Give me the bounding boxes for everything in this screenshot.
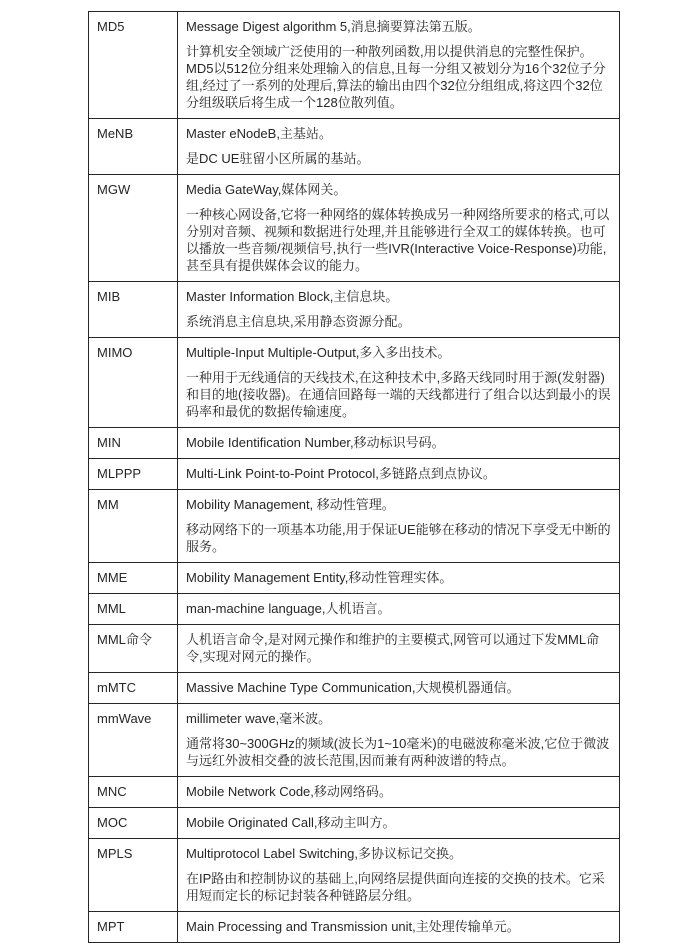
definition-cell (178, 459, 620, 490)
definition-text: Mobile Identification Number,移动标识号码。 (186, 435, 445, 450)
description-text: 系统消息主信息块,采用静态资源分配。 (186, 314, 411, 329)
description-text: 在IP路由和控制协议的基础上,向网络层提供面向连接的交换的技术。它采用短而定长的标记封装各种链路层分组。 (186, 871, 605, 903)
term-cell: MME (89, 563, 178, 594)
table-row (89, 459, 620, 490)
term-cell: MIB (89, 282, 178, 338)
term-cell: MNC (89, 777, 178, 808)
definition-cell (178, 673, 620, 704)
term-cell: MPLS (89, 839, 178, 912)
table-row (89, 563, 620, 594)
term-cell: MPT (89, 912, 178, 943)
description-text: 移动网络下的一项基本功能,用于保证UE能够在移动的情况下享受无中断的服务。 (186, 522, 611, 554)
definition-text: Multi-Link Point-to-Point Protocol,多链路点到点协议。 (186, 466, 496, 481)
description-text: 一种用于无线通信的天线技术,在这种技术中,多路天线同时用于源(发射器)和目的地(接收器)。在通信回路每一端的天线都进行了组合以达到最小的误码率和最优的数据传输速度。 (186, 370, 611, 419)
table-row (89, 428, 620, 459)
term-cell: mMTC (89, 673, 178, 704)
table-row (89, 119, 620, 175)
description-text: 是DC UE驻留小区所属的基站。 (186, 151, 370, 166)
table-row (89, 912, 620, 943)
description-text: 通常将30~300GHz的频域(波长为1~10毫米)的电磁波称毫米波,它位于微波与远红外波相交叠的波长范围,因而兼有两种波谱的特点。 (186, 736, 610, 768)
definition-cell (178, 119, 620, 175)
table-row (89, 777, 620, 808)
definition-text: Main Processing and Transmission unit,主处理传输单元。 (186, 919, 520, 934)
term-cell: MIMO (89, 338, 178, 428)
definition-text: Mobile Originated Call,移动主叫方。 (186, 815, 396, 830)
definition-text: Message Digest algorithm 5,消息摘要算法第五版。 (186, 19, 481, 34)
table-row (89, 12, 620, 119)
term-cell: MOC (89, 808, 178, 839)
definition-cell (178, 282, 620, 338)
table-row (89, 175, 620, 282)
definition-cell (178, 808, 620, 839)
table-row (89, 808, 620, 839)
table-row (89, 839, 620, 912)
term-cell: MD5 (89, 12, 178, 119)
definition-text: 人机语言命令,是对网元操作和维护的主要模式,网管可以通过下发MML命令,实现对网元的操作。 (186, 632, 600, 664)
definition-cell (178, 777, 620, 808)
definition-cell (178, 338, 620, 428)
definition-cell (178, 563, 620, 594)
definition-cell (178, 625, 620, 673)
definition-text: Massive Machine Type Communication,大规模机器通信。 (186, 680, 520, 695)
term-cell: MML命令 (89, 625, 178, 673)
definition-text: Multiple-Input Multiple-Output,多入多出技术。 (186, 345, 451, 360)
term-cell: MML (89, 594, 178, 625)
definition-text: Mobility Management, 移动性管理。 (186, 497, 395, 512)
term-cell: mmWave (89, 704, 178, 777)
table-row (89, 490, 620, 563)
glossary-table (88, 11, 620, 943)
definition-text: man-machine language,人机语言。 (186, 601, 391, 616)
definition-text: Multiprotocol Label Switching,多协议标记交换。 (186, 846, 462, 861)
table-row (89, 594, 620, 625)
table-row (89, 625, 620, 673)
description-text: 计算机安全领域广泛使用的一种散列函数,用以提供消息的完整性保护。MD5以512位分组来处理输入的信息,且每一分组又被划分为16个32位子分组,经过了一系列的处理后,算法的输出由四个32位分组组成,将这四个32位分组级联后将生成一个128位散列值。 (186, 44, 606, 110)
description-text: 一种核心网设备,它将一种网络的媒体转换成另一种网络所要求的格式,可以分别对音频、视频和数据进行处理,并且能够进行全双工的媒体转换。也可以播放一些音频/视频信号,执行一些IVR(Interactive Voice-Response)功能,甚至具有提供媒体会议的能力。 (186, 207, 610, 273)
term-cell: MM (89, 490, 178, 563)
table-row (89, 673, 620, 704)
definition-cell (178, 175, 620, 282)
definition-cell (178, 704, 620, 777)
definition-text: Mobility Management Entity,移动性管理实体。 (186, 570, 453, 585)
definition-cell (178, 12, 620, 119)
glossary-table-body (89, 12, 620, 943)
definition-cell (178, 428, 620, 459)
table-row (89, 338, 620, 428)
definition-text: Master Information Block,主信息块。 (186, 289, 399, 304)
term-cell: MLPPP (89, 459, 178, 490)
definition-text: millimeter wave,毫米波。 (186, 711, 332, 726)
term-cell: MeNB (89, 119, 178, 175)
definition-text: Media GateWay,媒体网关。 (186, 182, 347, 197)
definition-text: Mobile Network Code,移动网络码。 (186, 784, 392, 799)
definition-cell (178, 490, 620, 563)
definition-cell (178, 594, 620, 625)
table-row (89, 282, 620, 338)
term-cell: MIN (89, 428, 178, 459)
definition-cell (178, 912, 620, 943)
definition-text: Master eNodeB,主基站。 (186, 126, 332, 141)
table-row (89, 704, 620, 777)
definition-cell (178, 839, 620, 912)
term-cell: MGW (89, 175, 178, 282)
